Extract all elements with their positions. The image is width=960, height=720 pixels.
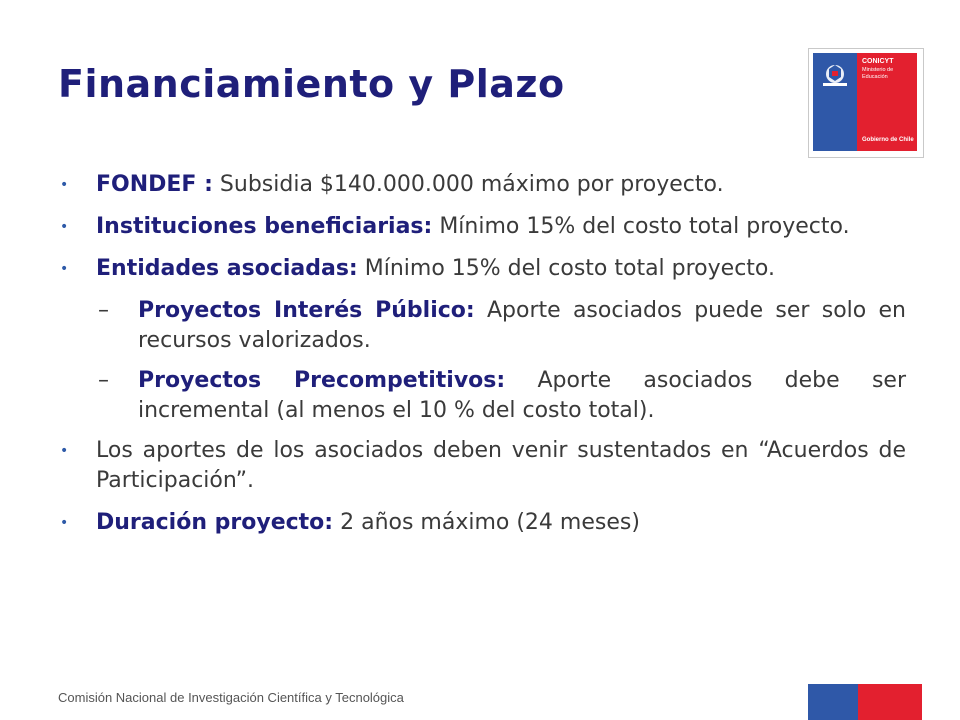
bullet-dot: •: [60, 261, 69, 277]
sub-bullet-text: Aporte asociados debe ser incremental (al menos el 10 % del costo total).: [138, 368, 906, 423]
footer-flag-blue: [808, 684, 858, 720]
bullet-text: Subsidia $140.000.000 máximo por proyecto.: [219, 172, 724, 197]
bullet-text: Los aportes de los asociados deben venir sustentados en “Acuerdos de Participación”.: [96, 438, 906, 493]
footer-flag-red: [858, 684, 922, 720]
sub-bullet-precompetitivos: [58, 366, 906, 426]
sub-bullet-dash: –: [98, 298, 109, 323]
logo-government: Gobierno de Chile: [862, 137, 914, 143]
logo-ministry: Ministerio de Educación: [862, 67, 894, 80]
sub-bullet-label: Proyectos Interés Público:: [138, 298, 475, 323]
bullet-dot: •: [60, 219, 69, 235]
bullet-fondef: [58, 170, 906, 200]
slide-content: [58, 170, 906, 550]
bullet-entidades: [58, 254, 906, 284]
bullet-text: Mínimo 15% del costo total proyecto.: [439, 214, 850, 239]
bullet-dot: •: [60, 515, 69, 531]
bullet-label: FONDEF :: [96, 172, 213, 197]
sub-bullet-label: Proyectos Precompetitivos:: [138, 368, 506, 393]
bullet-duracion: [58, 508, 906, 538]
bullet-label: Entidades asociadas:: [96, 256, 358, 281]
bullet-instituciones: [58, 212, 906, 242]
bullet-dot: •: [60, 177, 69, 193]
bullet-label: Instituciones beneficiarias:: [96, 214, 433, 239]
bullet-text: Mínimo 15% del costo total proyecto.: [364, 256, 775, 281]
conicyt-logo: [808, 48, 924, 158]
slide-title: Financiamiento y Plazo: [58, 62, 565, 106]
sub-bullet-dash: –: [98, 368, 109, 393]
bullet-text: 2 años máximo (24 meses): [340, 510, 640, 535]
footer-text: Comisión Nacional de Investigación Científica y Tecnológica: [58, 690, 404, 705]
coat-of-arms-icon: [817, 59, 853, 91]
logo-brand: CONICYT: [862, 58, 894, 65]
bullet-aportes: [58, 436, 906, 496]
sub-bullet-text: Aporte asociados puede ser solo en recursos valorizados.: [138, 298, 906, 353]
bullet-label: Duración proyecto:: [96, 510, 334, 535]
bullet-dot: •: [60, 443, 69, 459]
sub-bullet-interes-publico: [58, 296, 906, 356]
